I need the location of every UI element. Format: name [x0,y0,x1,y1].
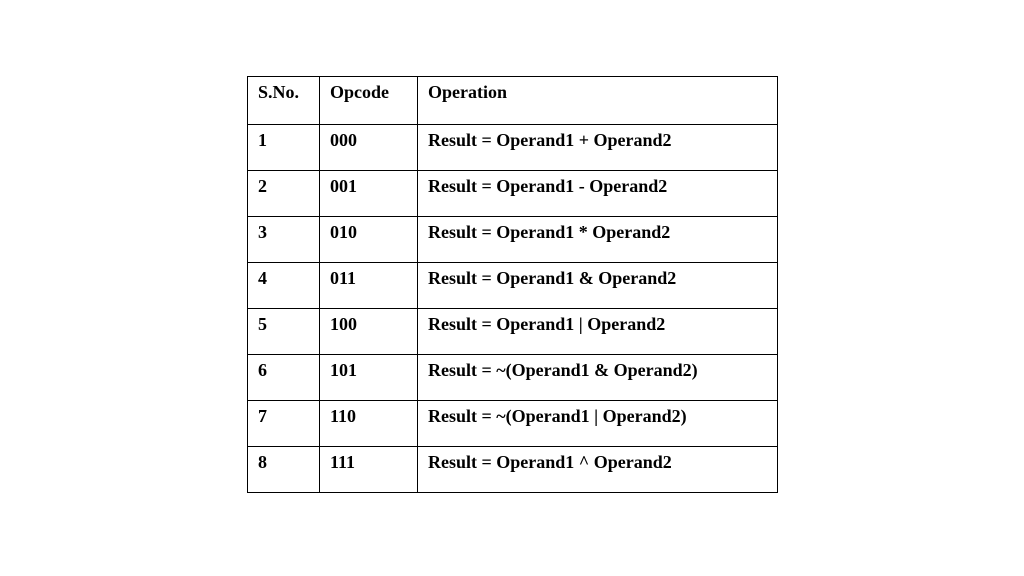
cell-sno: 7 [248,401,320,447]
cell-opcode: 001 [320,171,418,217]
table-row [248,309,778,355]
cell-sno: 6 [248,355,320,401]
cell-opcode: 000 [320,125,418,171]
cell-operation: Result = ~(Operand1 | Operand2) [418,401,778,447]
table-row [248,401,778,447]
header-opcode: Opcode [320,77,418,125]
cell-sno: 8 [248,447,320,493]
cell-sno: 1 [248,125,320,171]
table-row [248,125,778,171]
cell-opcode: 111 [320,447,418,493]
cell-opcode: 010 [320,217,418,263]
cell-operation: Result = Operand1 * Operand2 [418,217,778,263]
cell-operation: Result = Operand1 - Operand2 [418,171,778,217]
header-operation: Operation [418,77,778,125]
cell-sno: 4 [248,263,320,309]
cell-operation: Result = Operand1 | Operand2 [418,309,778,355]
opcode-table [247,76,778,493]
cell-sno: 3 [248,217,320,263]
cell-operation: Result = Operand1 ^ Operand2 [418,447,778,493]
table-row [248,263,778,309]
cell-opcode: 011 [320,263,418,309]
cell-operation: Result = Operand1 & Operand2 [418,263,778,309]
table-row [248,355,778,401]
cell-opcode: 101 [320,355,418,401]
table-row [248,447,778,493]
table-row [248,217,778,263]
opcode-table-container [247,76,777,493]
header-sno: S.No. [248,77,320,125]
cell-opcode: 100 [320,309,418,355]
table-row [248,171,778,217]
cell-operation: Result = Operand1 + Operand2 [418,125,778,171]
cell-sno: 2 [248,171,320,217]
cell-opcode: 110 [320,401,418,447]
table-header-row [248,77,778,125]
cell-sno: 5 [248,309,320,355]
cell-operation: Result = ~(Operand1 & Operand2) [418,355,778,401]
